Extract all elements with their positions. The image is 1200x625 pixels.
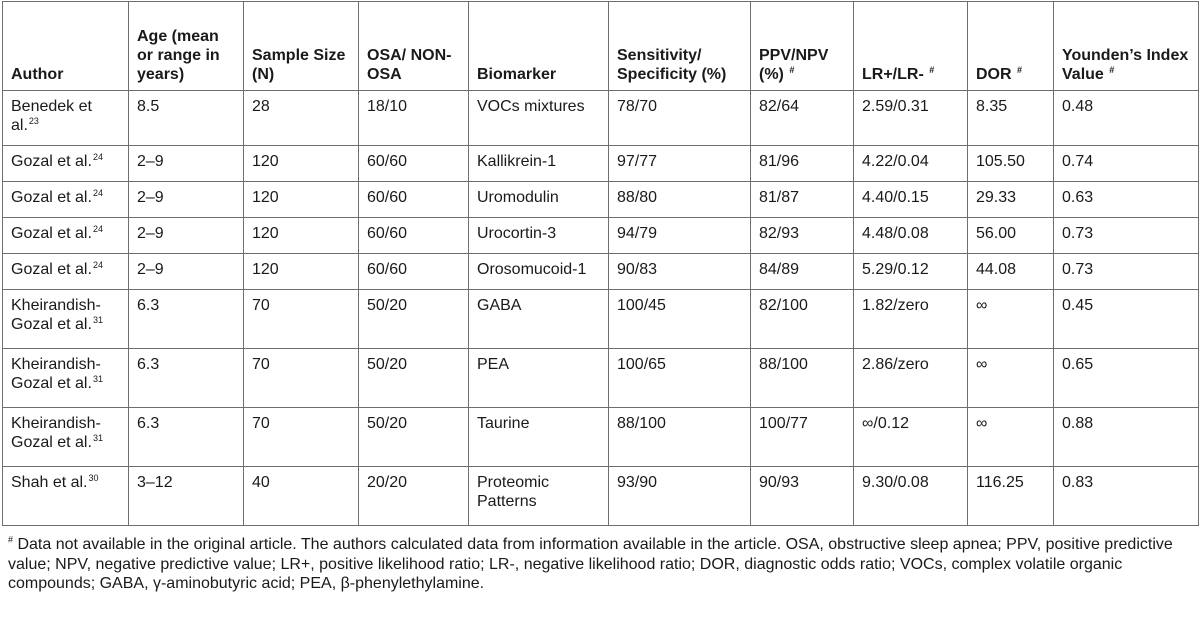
cell-sensitivity: 93/90 [609,467,751,526]
cell-youden: 0.88 [1054,408,1199,467]
cell-ppv-npv: 82/100 [751,290,854,349]
cell-osa: 50/20 [359,408,469,467]
cell-lr: 5.29/0.12 [854,254,968,290]
header-osa: OSA/ NON-OSA [359,2,469,91]
cell-biomarker: GABA [469,290,609,349]
cell-osa: 20/20 [359,467,469,526]
cell-osa: 18/10 [359,91,469,146]
biomarker-table [2,1,1199,526]
cell-sample-size: 120 [244,254,359,290]
cell-biomarker: Orosomucoid-1 [469,254,609,290]
cell-age: 2–9 [129,182,244,218]
cell-dor: ∞ [968,349,1054,408]
cell-osa: 60/60 [359,218,469,254]
cell-youden: 0.48 [1054,91,1199,146]
cell-lr: 1.82/zero [854,290,968,349]
cell-osa: 60/60 [359,254,469,290]
cell-age: 2–9 [129,146,244,182]
header-sample-size: Sample Size (N) [244,2,359,91]
cell-age: 2–9 [129,218,244,254]
cell-lr: 2.59/0.31 [854,91,968,146]
footnote-marker: # [8,534,14,545]
header-dor: DOR # [968,2,1054,91]
header-ppv-npv: PPV/NPV (%) # [751,2,854,91]
header-row [3,2,1199,91]
cell-ppv-npv: 82/64 [751,91,854,146]
cell-dor: 44.08 [968,254,1054,290]
cell-age: 6.3 [129,349,244,408]
cell-sample-size: 40 [244,467,359,526]
cell-author: Gozal et al.$^{24}$ [3,254,129,290]
cell-lr: 4.22/0.04 [854,146,968,182]
cell-dor: 8.35 [968,91,1054,146]
header-age: Age (mean or range in years) [129,2,244,91]
table-row [3,408,1199,467]
cell-youden: 0.73 [1054,254,1199,290]
cell-sample-size: 120 [244,182,359,218]
cell-sensitivity: 97/77 [609,146,751,182]
cell-author: Shah et al.$^{30}$ [3,467,129,526]
cell-ppv-npv: 100/77 [751,408,854,467]
cell-lr: ∞/0.12 [854,408,968,467]
table-row [3,349,1199,408]
cell-biomarker: Kallikrein-1 [469,146,609,182]
cell-biomarker: Uromodulin [469,182,609,218]
cell-lr: 2.86/zero [854,349,968,408]
cell-biomarker: Taurine [469,408,609,467]
cell-biomarker: PEA [469,349,609,408]
table-footnote [8,535,1192,594]
cell-youden: 0.63 [1054,182,1199,218]
cell-sensitivity: 78/70 [609,91,751,146]
cell-dor: 56.00 [968,218,1054,254]
cell-sample-size: 120 [244,218,359,254]
cell-lr: 9.30/0.08 [854,467,968,526]
cell-age: 6.3 [129,290,244,349]
table-row [3,182,1199,218]
cell-ppv-npv: 81/87 [751,182,854,218]
cell-sample-size: 28 [244,91,359,146]
cell-dor: ∞ [968,290,1054,349]
header-lr: LR+/LR- # [854,2,968,91]
footnote-text: Data not available in the original article. The authors calculated data from information available in the article. OSA, obstructive sleep apnea; PPV, positive predictive value; NPV, negative predictive value; LR+, positive likelihood ratio; LR-, negative likelihood ratio; DOR, diagnostic odds ratio; VOCs, complex volatile organic compounds; GABA, γ-aminobutyric acid; PEA, β-phenylethylamine. [8,536,1173,592]
cell-author: Kheirandish-Gozal et al.$^{31}$ [3,408,129,467]
cell-lr: 4.40/0.15 [854,182,968,218]
table-row [3,146,1199,182]
cell-age: 3–12 [129,467,244,526]
cell-osa: 60/60 [359,182,469,218]
cell-dor: 29.33 [968,182,1054,218]
cell-age: 6.3 [129,408,244,467]
cell-ppv-npv: 88/100 [751,349,854,408]
cell-ppv-npv: 82/93 [751,218,854,254]
cell-age: 2–9 [129,254,244,290]
table-row [3,290,1199,349]
header-biomarker: Biomarker [469,2,609,91]
cell-biomarker: Proteomic Patterns [469,467,609,526]
cell-youden: 0.45 [1054,290,1199,349]
cell-osa: 50/20 [359,349,469,408]
cell-sensitivity: 100/65 [609,349,751,408]
cell-osa: 60/60 [359,146,469,182]
cell-youden: 0.74 [1054,146,1199,182]
cell-sensitivity: 88/80 [609,182,751,218]
cell-sample-size: 70 [244,290,359,349]
cell-sensitivity: 100/45 [609,290,751,349]
cell-dor: 116.25 [968,467,1054,526]
header-youden: Younden’s Index Value # [1054,2,1199,91]
cell-sensitivity: 94/79 [609,218,751,254]
cell-sensitivity: 88/100 [609,408,751,467]
cell-author: Gozal et al.$^{24}$ [3,218,129,254]
table-row [3,218,1199,254]
cell-youden: 0.65 [1054,349,1199,408]
cell-author: Benedek et al.$^{23}$ [3,91,129,146]
cell-ppv-npv: 90/93 [751,467,854,526]
cell-lr: 4.48/0.08 [854,218,968,254]
cell-age: 8.5 [129,91,244,146]
cell-author: Kheirandish-Gozal et al.$^{31}$ [3,349,129,408]
cell-sample-size: 120 [244,146,359,182]
cell-ppv-npv: 81/96 [751,146,854,182]
table-row [3,91,1199,146]
cell-author: Kheirandish-Gozal et al.$^{31}$ [3,290,129,349]
cell-biomarker: Urocortin-3 [469,218,609,254]
cell-youden: 0.83 [1054,467,1199,526]
cell-sample-size: 70 [244,349,359,408]
header-author: Author [3,2,129,91]
cell-osa: 50/20 [359,290,469,349]
cell-sample-size: 70 [244,408,359,467]
cell-author: Gozal et al.$^{24}$ [3,182,129,218]
cell-dor: 105.50 [968,146,1054,182]
cell-sensitivity: 90/83 [609,254,751,290]
cell-youden: 0.73 [1054,218,1199,254]
table-row [3,254,1199,290]
cell-author: Gozal et al.$^{24}$ [3,146,129,182]
table-row [3,467,1199,526]
header-sensitivity: Sensitivity/ Specificity (%) [609,2,751,91]
cell-ppv-npv: 84/89 [751,254,854,290]
cell-biomarker: VOCs mixtures [469,91,609,146]
cell-dor: ∞ [968,408,1054,467]
